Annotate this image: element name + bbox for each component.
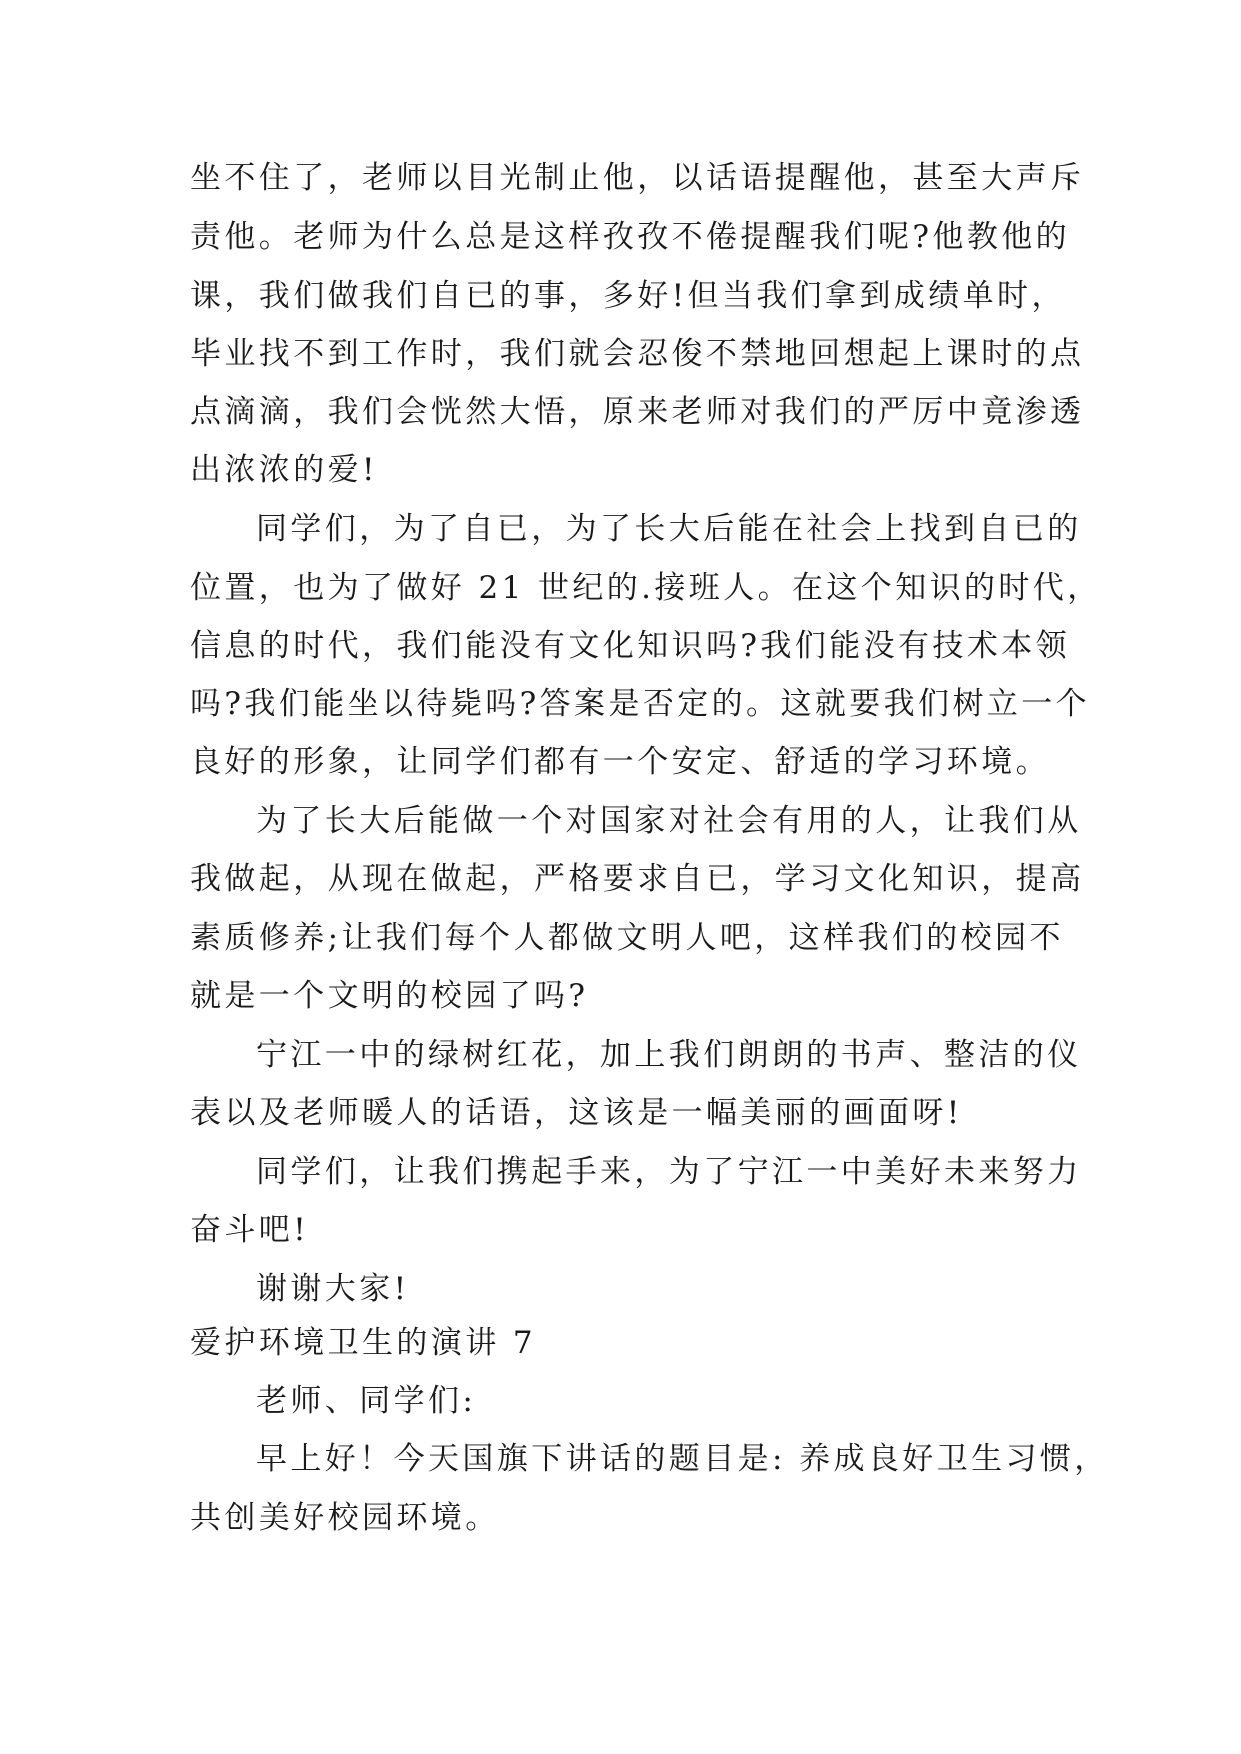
text-line: 吗?我们能坐以待毙吗?答案是否定的。这就要我们树立一个 (190, 686, 1091, 722)
text-line: 共创美好校园环境。 (190, 1500, 500, 1536)
text-line: 奋斗吧! (190, 1212, 310, 1248)
closing-line: 谢谢大家! (256, 1271, 410, 1307)
text-line: 点滴滴，我们会恍然大悟，原来老师对我们的严厉中竟渗透 (190, 394, 1085, 430)
text-line: 出浓浓的爱! (190, 452, 378, 488)
text-line: 素质修养;让我们每个人都做文明人吧，这样我们的校园不 (190, 920, 1064, 956)
text-line: 我做起，从现在做起，严格要求自已，学习文化知识，提高 (190, 861, 1085, 897)
text-line: 责他。老师为什么总是这样孜孜不倦提醒我们呢?他教他的 (190, 219, 1071, 255)
salutation: 老师、同学们: (256, 1383, 477, 1419)
paragraph-first-line: 早上好！今天国旗下讲话的题目是: 养成良好卫生习惯， (256, 1441, 1109, 1477)
paragraph-first-line: 同学们，让我们携起手来，为了宁江一中美好未来努力 (256, 1154, 1082, 1190)
text-line: 坐不住了，老师以目光制止他，以话语提醒他，甚至大声斥 (190, 160, 1085, 196)
text-line: 毕业找不到工作时，我们就会忍俊不禁地回想起上课时的点 (190, 336, 1085, 372)
text-line: 表以及老师暖人的话语，这该是一幅美丽的画面呀! (190, 1095, 963, 1131)
text-line: 位置，也为了做好 21 世纪的.接班人。在这个知识的时代， (190, 570, 1102, 606)
text-line: 良好的形象，让同学们都有一个安定、舒适的学习环境。 (190, 744, 1050, 780)
section-title: 爱护环境卫生的演讲 7 (190, 1325, 536, 1361)
paragraph-first-line: 宁江一中的绿树红花，加上我们朗朗的书声、整洁的仪 (256, 1037, 1082, 1073)
paragraph-first-line: 为了长大后能做一个对国家对社会有用的人，让我们从 (256, 803, 1082, 839)
paragraph-first-line: 同学们，为了自已，为了长大后能在社会上找到自已的 (256, 511, 1082, 547)
text-line: 信息的时代，我们能没有文化知识吗?我们能没有技术本领 (190, 628, 1071, 664)
text-line: 就是一个文明的校园了吗? (190, 978, 589, 1014)
text-line: 课，我们做我们自已的事，多好!但当我们拿到成绩单时， (190, 278, 1066, 314)
